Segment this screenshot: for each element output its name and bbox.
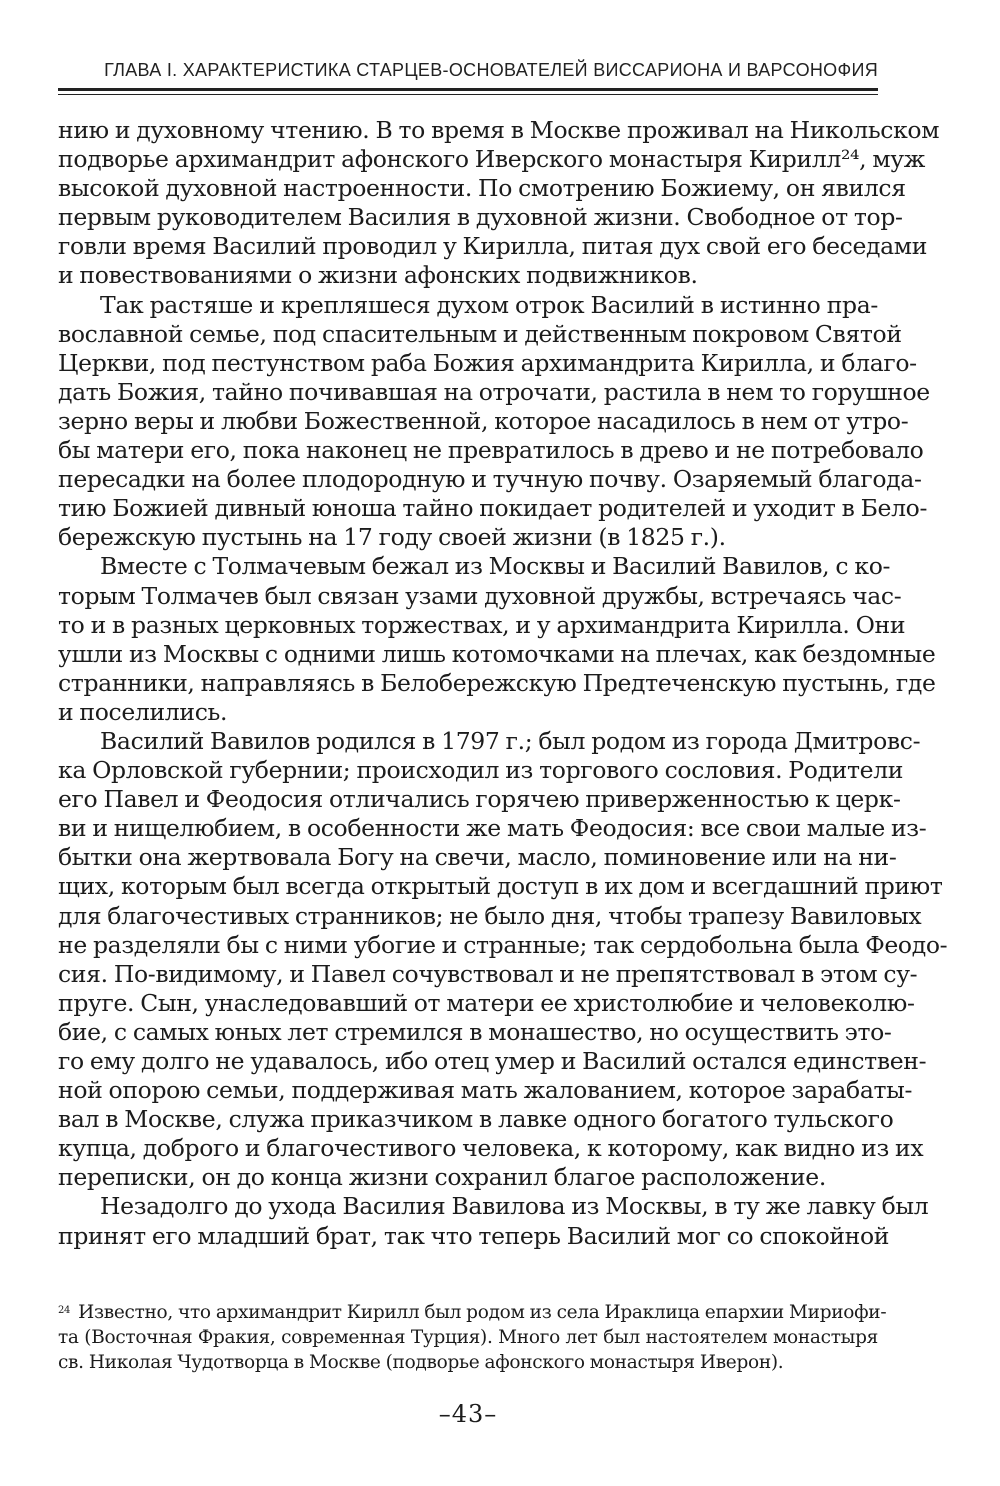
text-line: бережскую пустынь на 17 году своей жизни (в 1825 г.). — [58, 523, 726, 552]
text-line: ушли из Москвы с одними лишь котомочками на плечах, как бездомные — [58, 639, 936, 668]
footnote-line: св. Николая Чудотворца в Москве (подворье афонского монастыря Иверон). — [58, 1352, 784, 1373]
text-line: тию Божией дивный юноша тайно покидает родителей и уходит в Бело- — [58, 494, 928, 523]
text-line: Василий Вавилов родился в 1797 г.; был родом из города Дмитровс- — [100, 726, 921, 755]
text-line: странники, направляясь в Белобережскую Предтеченскую пустынь, где — [58, 668, 936, 697]
text-line: подворье архимандрит афонского Иверского монастыря Кирилл²⁴, муж — [58, 145, 926, 174]
text-line: вославной семье, под спасительным и действенным покровом Святой — [58, 319, 902, 348]
text-line: Незадолго до ухода Василия Вавилова из Москвы, в ту же лавку был — [100, 1192, 929, 1221]
text-line: сия. По-видимому, и Павел сочувствовал и не препятствовал в этом су- — [58, 959, 918, 988]
text-line: купца, доброго и благочестивого человека, к которому, как видно из их — [58, 1134, 924, 1163]
text-line: зерно веры и любви Божественной, которое насадилось в нем от утро- — [58, 406, 909, 435]
text-line: не разделяли бы с ними убогие и странные; так сердобольна была Феодо- — [58, 930, 948, 959]
text-line: Так растяше и крепляшеся духом отрок Василий в истинно пра- — [100, 290, 878, 319]
text-line: вал в Москве, служа приказчиком в лавке одного богатого тульского — [58, 1105, 894, 1134]
text-line: пруге. Сын, унаследовавший от матери ее христолюбие и человеколю- — [58, 988, 915, 1017]
text-line: Вместе с Толмачевым бежал из Москвы и Василий Вавилов, с ко- — [100, 552, 891, 581]
footnote-text: Известно, что архимандрит Кирилл был родом из села Ираклица епархии Мириофи- — [78, 1302, 887, 1323]
text-line: пересадки на более плодородную и тучную почву. Озаряемый благода- — [58, 465, 922, 494]
text-line: бытки она жертвовала Богу на свечи, масло, поминовение или на ни- — [58, 843, 897, 872]
text-line: и повествованиями о жизни афонских подвижников. — [58, 261, 698, 290]
running-header: ГЛАВА I. ХАРАКТЕРИСТИКА СТАРЦЕВ-ОСНОВАТЕЛЕЙ ВИССАРИОНА И ВАРСОНОФИЯ — [104, 60, 878, 80]
text-line: ка Орловской губернии; происходил из торгового сословия. Родители — [58, 756, 904, 785]
paragraph — [58, 726, 948, 1193]
text-line: и поселились. — [58, 697, 228, 726]
paragraph — [58, 552, 936, 727]
footnote — [58, 1300, 887, 1375]
text-line: бы матери его, пока наконец не превратилось в древо и не потребовало — [58, 436, 924, 465]
text-line: принят его младший брат, так что теперь Василий мог со спокойной — [58, 1221, 890, 1250]
text-line: щих, которым был всегда открытый доступ в их дом и всегдашний приют — [58, 872, 943, 901]
text-line: первым руководителем Василия в духовной жизни. Свободное от тор- — [58, 203, 903, 232]
text-line: его Павел и Феодосия отличались горячею приверженностью к церк- — [58, 785, 901, 814]
footnote-marker: 24 — [58, 1305, 71, 1316]
paragraph — [58, 290, 930, 553]
text-line: Церкви, под пестунством раба Божия архимандрита Кирилла, и благо- — [58, 348, 917, 377]
text-line: говли время Василий проводил у Кирилла, питая дух свой его беседами — [58, 232, 928, 261]
text-line: торым Толмачев был связан узами духовной дружбы, встречаясь час- — [58, 581, 902, 610]
text-line: ви и нищелюбием, в особенности же мать Феодосия: все свои малые из- — [58, 814, 927, 843]
paragraph — [58, 116, 940, 291]
footnote-line: та (Восточная Фракия, современная Турция). Много лет был настоятелем монастыря — [58, 1327, 878, 1348]
text-line: бие, с самых юных лет стремился в монашество, но осуществить это- — [58, 1017, 892, 1046]
text-line: ной опорою семьи, поддерживая мать жалованием, которое зарабаты- — [58, 1076, 913, 1105]
page-number: –43– — [438, 1400, 498, 1428]
body-text — [58, 116, 948, 1251]
text-line: для благочестивых странников; не было дня, чтобы трапезу Вавиловых — [58, 901, 922, 930]
text-line: го ему долго не удавалось, ибо отец умер и Василий остался единствен- — [58, 1047, 927, 1075]
footnote-line — [58, 1300, 887, 1325]
text-line: переписки, он до конца жизни сохранил благое расположение. — [58, 1163, 826, 1192]
text-line: то и в разных церковных торжествах, и у архимандрита Кирилла. Они — [58, 610, 906, 639]
paragraph — [58, 1192, 929, 1250]
header-rule-thick — [58, 88, 878, 91]
text-line: дать Божия, тайно почивавшая на отрочати, растила в нем то горушное — [58, 377, 930, 406]
book-page — [58, 0, 948, 1486]
text-line: высокой духовной настроенности. По смотрению Божиему, он явился — [58, 174, 906, 203]
header-rule-thin — [58, 94, 878, 95]
text-line: нию и духовному чтению. В то время в Москве проживал на Никольском — [58, 116, 940, 144]
